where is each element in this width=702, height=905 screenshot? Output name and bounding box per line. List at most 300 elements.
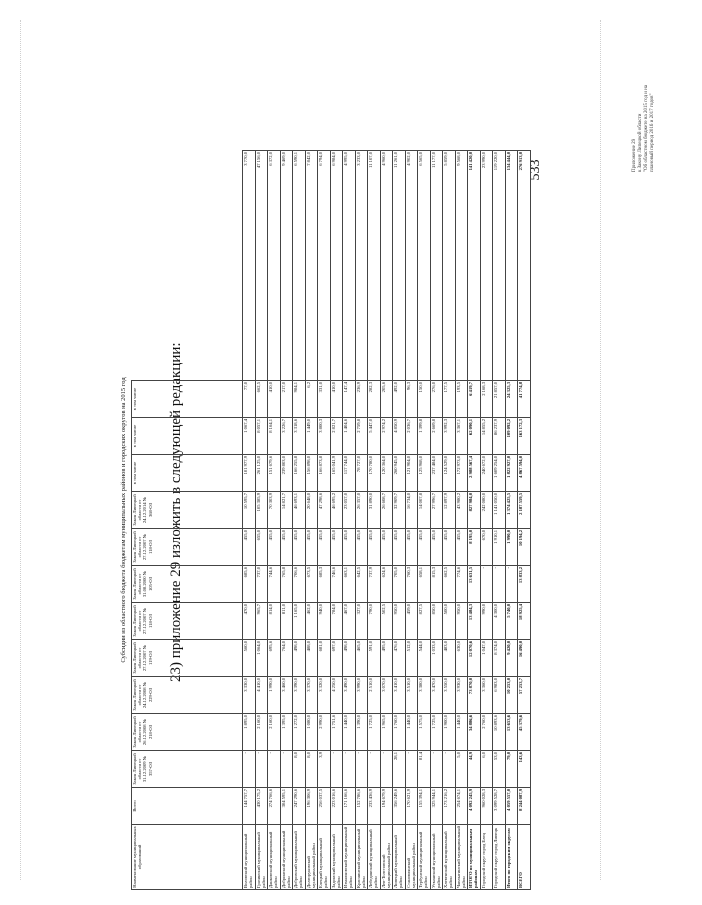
subsidy-value: 236,9 (355, 381, 368, 418)
subsidy-value: 6 590,1 (293, 151, 306, 381)
municipality-name: Лебедянский муниципальный район (368, 825, 381, 890)
page-number: 533 (528, 159, 543, 181)
subsidy-value: 124 529,0 (443, 455, 456, 492)
column-header: Закон Липецкой области от 27.12.2007 № 118-ОЗ (132, 603, 243, 640)
subsidy-value: 1 609 254,0 (493, 455, 506, 492)
subsidy-value: 166 255,8 (293, 455, 306, 492)
approval-block (632, 12, 702, 172)
subsidy-value: 14 821,7 (280, 492, 293, 529)
subsidy-value: - (343, 751, 356, 788)
subsidy-value: 11 107,0 (368, 151, 381, 381)
municipality-name: Городской округ город Липецк (493, 825, 506, 890)
subsidy-value: 455,0 (418, 529, 431, 566)
municipality-name: Воловский муниципальный район (243, 825, 256, 890)
approval-line: к Закону Липецкой области (638, 113, 643, 172)
municipality-name: Задонский муниципальный район (330, 825, 343, 890)
subsidy-value: 744,6 (268, 566, 281, 603)
subsidy-value: 121 904,0 (405, 455, 418, 492)
subsidy-value: 223 016,6 (330, 788, 343, 825)
table-row (455, 151, 468, 890)
table-row (243, 151, 256, 890)
subsidy-value: 455,0 (355, 529, 368, 566)
subsidy-value: 8 195,0 (468, 529, 481, 566)
subsidy-value: 940,0 (318, 603, 331, 640)
approval-line: Приложение 29 (632, 138, 637, 172)
subsidy-value: 47 298,6 (318, 492, 331, 529)
subsidy-value: 500,0 (443, 603, 456, 640)
subsidy-value: 32 909,7 (393, 492, 406, 529)
subsidy-value: 5 740,0 (505, 603, 518, 640)
municipality-name: Хлевенский муниципальный район (443, 825, 456, 890)
subsidy-value: 3 370,0 (305, 677, 318, 714)
subsidy-value: 193,5 (455, 381, 468, 418)
subsidy-value: 3 320,0 (318, 677, 331, 714)
subsidy-value: 105 385,9 (255, 492, 268, 529)
subsidy-value: - (255, 751, 268, 788)
subsidy-value: 28,1 (393, 751, 406, 788)
subsidy-value: 459,0 (405, 603, 418, 640)
subsidy-value: 410,0 (268, 381, 281, 418)
table-row (255, 151, 268, 890)
subsidy-value: 24 325,3 (505, 381, 518, 418)
table-row (380, 151, 393, 890)
table-row (505, 151, 518, 890)
approval-line: "Об областном бюджете на 2015 год и на (644, 84, 649, 172)
municipality-name: Елецкий муниципальный район (318, 825, 331, 890)
subsidy-value: 2 990,0 (318, 714, 331, 751)
subsidy-value: 239 803,0 (280, 455, 293, 492)
subsidy-value: 470,0 (243, 603, 256, 640)
subsidy-value: 455,0 (380, 529, 393, 566)
subsidy-value: 78 727,0 (355, 455, 368, 492)
subsidy-value: 73 870,0 (468, 677, 481, 714)
subsidy-value: 685,3 (318, 566, 331, 603)
subsidy-value: 70 303,9 (268, 492, 281, 529)
subsidy-value: 13 833,2 (518, 566, 531, 603)
subsidy-value: 247 290,6 (293, 788, 306, 825)
municipality-name: Тербунский муниципальный район (418, 825, 431, 890)
subsidy-value: 4 850,9 (393, 418, 406, 455)
column-header: Закон Липецкой области от 27.12.2007 № 119-ОЗ (132, 640, 243, 677)
subsidy-value: 23 057,0 (343, 492, 356, 529)
subsidy-value: 2 760,0 (480, 714, 493, 751)
subsidy-value: 455,0 (268, 529, 281, 566)
subsidy-value: 163 172,3 (518, 418, 531, 455)
subsidy-value: 45 379,6 (518, 714, 531, 751)
subsidy-value: 455,0 (243, 529, 256, 566)
subsidy-value: 150,0 (418, 381, 431, 418)
subsidy-value: 662,5 (443, 566, 456, 603)
subsidy-value: 624,6 (380, 566, 393, 603)
subsidy-value: 685,6 (243, 566, 256, 603)
subsidy-value: 2 759,8 (355, 418, 368, 455)
subsidy-value: 4 902,0 (405, 151, 418, 381)
subsidy-value: 141 420,0 (468, 151, 481, 381)
subsidy-value: 3 070,0 (380, 677, 393, 714)
subsidy-value: 21 857,0 (493, 381, 506, 418)
subsidy-value: - (368, 751, 381, 788)
subsidy-value: 850,0 (430, 603, 443, 640)
subsidy-value: 356 249,6 (393, 788, 406, 825)
amendment-heading: 23) приложение 29 изложить в следующей редакции: (168, 342, 184, 682)
municipality-name: Итого по городским округам (505, 825, 518, 890)
subsidy-value: 6,2 (305, 381, 318, 418)
subsidy-value: 774,6 (455, 566, 468, 603)
subsidy-value: 276 913,0 (518, 151, 531, 381)
subsidy-value: 455,0 (280, 529, 293, 566)
subsidy-value: 256 037,5 (318, 788, 331, 825)
subsidy-value: 8,0 (293, 751, 306, 788)
subsidy-value: 790,0 (368, 603, 381, 640)
subsidy-value: 3 380,0 (418, 677, 431, 714)
subsidy-value: 784,0 (330, 603, 343, 640)
table-title: Субсидии из областного бюджета бюджетам муниципальных районов и городских округов на 2015 год (120, 377, 127, 663)
subsidy-value: 2 160,0 (268, 714, 281, 751)
subsidy-value: 560,0 (243, 640, 256, 677)
subsidy-value: 4 092 245,9 (468, 788, 481, 825)
subsidy-value: 3 367,1 (455, 418, 468, 455)
subsidy-value: 990,0 (480, 603, 493, 640)
subsidy-value: 177,5 (443, 381, 456, 418)
subsidy-value: 1 822 927,0 (505, 455, 518, 492)
subsidy-value: 462,0 (305, 603, 318, 640)
subsidy-value: 4 867 594,0 (518, 455, 531, 492)
subsidy-value: - (480, 566, 493, 603)
subsidy-value: 217,0 (280, 381, 293, 418)
subsidy-value: 4 059 557,0 (505, 788, 518, 825)
subsidy-value: 173 216,2 (443, 788, 456, 825)
subsidy-value: 3 992,3 (443, 418, 456, 455)
subsidy-value: 6,0 (480, 751, 493, 788)
table-row (480, 151, 493, 890)
subsidy-value: 3 233,0 (355, 151, 368, 381)
subsidy-value: 155 394,1 (418, 788, 431, 825)
table-row (418, 151, 431, 890)
table-row (343, 151, 356, 890)
subsidy-value: 8,0 (305, 751, 318, 788)
subsidy-value: 170 780,0 (368, 455, 381, 492)
subsidy-value: 47 156,0 (255, 151, 268, 381)
subsidy-value: 4 410,0 (255, 677, 268, 714)
subsidy-value: 1 895,0 (243, 714, 256, 751)
column-header: Закон Липецкой области от 24.12.2014 № 368-ОЗ (132, 492, 243, 529)
table-row (293, 151, 306, 890)
subsidy-value: 20 648,0 (305, 492, 318, 529)
subsidy-value: 9 420,0 (505, 640, 518, 677)
subsidy-value: 156 898,0 (305, 455, 318, 492)
subsidy-value: 498,0 (293, 640, 306, 677)
table-body (243, 151, 531, 890)
subsidy-value: 811,0 (280, 603, 293, 640)
subsidy-value: 1 449,0 (305, 418, 318, 455)
subsidy-value: 655,0 (255, 529, 268, 566)
subsidy-value: 483,0 (443, 640, 456, 677)
subsidy-value: 455,0 (318, 529, 331, 566)
subsidy-value: 1 399,8 (418, 418, 431, 455)
subsidy-value: 455,0 (305, 529, 318, 566)
subsidy-value: 57 253,7 (518, 677, 531, 714)
subsidy-value: 3 510,0 (405, 677, 418, 714)
table-row (280, 151, 293, 890)
subsidy-value: 14 855,2 (480, 418, 493, 455)
subsidy-value: 455,0 (343, 529, 356, 566)
subsidy-value: 27 996,7 (430, 492, 443, 529)
subsidy-value: 1 404,6 (343, 418, 356, 455)
subsidy-value: 1 725,0 (430, 714, 443, 751)
subsidy-value: 5,0 (455, 751, 468, 788)
subsidy-value: 3 318,6 (293, 418, 306, 455)
subsidy-value: 119 220,0 (493, 151, 506, 381)
subsidy-value: 170 621,9 (405, 788, 418, 825)
subsidy-value: 495,0 (380, 640, 393, 677)
municipality-name: Данковский муниципальный район (268, 825, 281, 890)
subsidy-value: 41 774,8 (518, 381, 531, 418)
subsidy-value: 151 679,6 (268, 455, 281, 492)
subsidy-value: 502,5 (380, 603, 393, 640)
subsidy-value: 3 390,0 (293, 677, 306, 714)
subsidy-value: 34 886,6 (468, 714, 481, 751)
subsidy-value: 2 168,3 (480, 381, 493, 418)
subsidy-value: 2 187 559,5 (518, 492, 531, 529)
subsidy-value: 1 990,0 (268, 677, 281, 714)
subsidy-value: 950,0 (455, 603, 468, 640)
subsidy-value: 455,0 (443, 529, 456, 566)
subsidy-value: 1 047,0 (480, 640, 493, 677)
subsidy-value: 77,0 (243, 381, 256, 418)
municipality-name: Краснинский муниципальный район (355, 825, 368, 890)
municipality-name: Становлянский муниципальный район (405, 825, 418, 890)
subsidy-value: 410,0 (330, 381, 343, 418)
column-header: в том числе (132, 455, 243, 492)
subsidy-value: 304 595,1 (280, 788, 293, 825)
subsidy-value: 6 984,0 (330, 151, 343, 381)
subsidy-value: 23 990,0 (480, 151, 493, 381)
subsidy-value: 9 568,0 (455, 151, 468, 381)
subsidy-value: 1 910,1 (493, 529, 506, 566)
subsidy-value: 697,0 (330, 640, 343, 677)
subsidy-value: 11 177,0 (430, 151, 443, 381)
subsidy-value: 4 960,0 (380, 151, 393, 381)
subsidy-value: 455,0 (293, 529, 306, 566)
subsidy-value: 984,1 (293, 381, 306, 418)
subsidy-value: 1 900,0 (443, 714, 456, 751)
subsidy-value: 144 757,7 (243, 788, 256, 825)
subsidy-value: 254 674,1 (455, 788, 468, 825)
subsidy-value: 8 164,1 (268, 418, 281, 455)
subsidy-value: 1 165,0 (293, 603, 306, 640)
subsidy-value: 6 372,0 (268, 151, 281, 381)
subsidy-value: - (430, 751, 443, 788)
subsidy-value: 6 794,0 (318, 151, 331, 381)
municipality-name: Лев-Толстовский муниципальный район (380, 825, 393, 890)
subsidy-value: 467,0 (343, 603, 356, 640)
subsidy-value: 705,0 (393, 566, 406, 603)
subsidy-value: 695,6 (268, 640, 281, 677)
subsidy-value: - (443, 751, 456, 788)
subsidy-value: 1 067,4 (243, 418, 256, 455)
subsidy-value: 10 893,6 (493, 714, 506, 751)
page-edge-line (20, 20, 22, 880)
subsidy-value: 1 990,0 (505, 529, 518, 566)
subsidy-value: - (330, 751, 343, 788)
subsidy-value: 737,9 (368, 566, 381, 603)
subsidy-value: 476,0 (393, 640, 406, 677)
municipality-name: Грязинский муниципальный район (255, 825, 268, 890)
subsidy-value: 2 988 567,4 (468, 455, 481, 492)
subsidy-value: 3 226,7 (280, 418, 293, 455)
subsidy-value: 10 253,0 (505, 677, 518, 714)
subsidy-value: - (380, 751, 393, 788)
subsidy-value: 827 984,0 (468, 492, 481, 529)
subsidy-value: 737,0 (255, 566, 268, 603)
subsidy-value: 1 395,0 (280, 714, 293, 751)
subsidy-value: 260 945,0 (393, 455, 406, 492)
subsidy-value: 4 300,0 (493, 603, 506, 640)
subsidy-value: 6 565,0 (418, 151, 431, 381)
subsidy-value: 6 419,7 (468, 381, 481, 418)
subsidy-value: 194 679,9 (380, 788, 393, 825)
table-row (305, 151, 318, 890)
subsidy-value: 673,5 (305, 566, 318, 603)
subsidy-value: 3 550,0 (443, 677, 456, 714)
subsidy-value: 18 925,4 (518, 603, 531, 640)
subsidy-value: 1 272,0 (293, 714, 306, 751)
subsidy-value: - (355, 751, 368, 788)
subsidy-value: - (405, 751, 418, 788)
subsidy-value: 455,0 (393, 529, 406, 566)
subsidy-value: 1 440,0 (405, 714, 418, 751)
table-row (430, 151, 443, 890)
subsidy-value: 7 842,0 (305, 151, 318, 381)
subsidy-value: 950,0 (393, 603, 406, 640)
subsidy-value: 120 364,0 (380, 455, 393, 492)
subsidy-value: 240 672,0 (480, 455, 493, 492)
subsidy-value: 16 734,0 (405, 492, 418, 529)
subsidy-value: 14 007,8 (418, 492, 431, 529)
subsidy-value: 1 760,0 (393, 714, 406, 751)
subsidy-value: - (493, 566, 506, 603)
subsidy-value: 2 160,0 (255, 714, 268, 751)
subsidy-value: - (243, 751, 256, 788)
column-header: Закон Липецкой области от 27.12.2007 № 118-ОЗ (132, 529, 243, 566)
subsidy-value: 1 080,0 (305, 714, 318, 751)
table-row (318, 151, 331, 890)
subsidy-value: 8 374,0 (493, 640, 506, 677)
subsidy-value: 171 166,6 (343, 788, 356, 825)
subsidy-value: 663,1 (343, 566, 356, 603)
table-row (468, 151, 481, 890)
municipality-name: ИТОГО по муниципальным районам (468, 825, 481, 890)
table-row (405, 151, 418, 890)
subsidy-value: 26 608,7 (380, 492, 393, 529)
subsidy-value: 134 444,0 (505, 151, 518, 381)
subsidy-value: 1 033,0 (430, 640, 443, 677)
subsidy-value: 109 092,2 (505, 418, 518, 455)
subsidy-value: 455,0 (405, 529, 418, 566)
subsidy-value: 325 944,1 (430, 788, 443, 825)
subsidy-value: - (280, 751, 293, 788)
subsidy-value: 237 484,0 (430, 455, 443, 492)
column-header: Наименование муниципальных образований (132, 825, 243, 890)
subsidy-value: 327,0 (355, 603, 368, 640)
subsidy-value: 746,6 (330, 566, 343, 603)
subsidy-value: 10 595,7 (243, 492, 256, 529)
subsidy-value: - (268, 751, 281, 788)
subsidy-value: 1 440,0 (455, 714, 468, 751)
subsidy-value: 465,0 (355, 640, 368, 677)
subsidy-value: 1 751,6 (330, 714, 343, 751)
subsidy-value: 681,0 (318, 640, 331, 677)
subsidy-value: 43 980,2 (455, 492, 468, 529)
subsidy-value: 13 631,5 (468, 566, 481, 603)
subsidy-value: 331,0 (318, 381, 331, 418)
subsidy-value: 4 995,0 (343, 151, 356, 381)
subsidy-value: 827,5 (418, 603, 431, 640)
subsidy-value: 53,0 (493, 751, 506, 788)
municipality-name: Долгоруковский муниципальный район (305, 825, 318, 890)
column-header: Закон Липецкой области от 24.12.2008 № 229-ОЗ (132, 677, 243, 714)
subsidy-value: 205,6 (380, 381, 393, 418)
subsidy-value: 498,0 (343, 640, 356, 677)
subsidy-value: 3 099 528,7 (493, 788, 506, 825)
table-row (330, 151, 343, 890)
subsidy-value: 44,9 (468, 751, 481, 788)
subsidy-value: 274 766,6 (268, 788, 281, 825)
column-header: в том числе (132, 418, 243, 455)
subsidy-value: 455,0 (368, 529, 381, 566)
subsidy-value: 13 484,3 (468, 603, 481, 640)
subsidy-value: 544,0 (418, 640, 431, 677)
subsidy-value: 12 070,6 (468, 640, 481, 677)
subsidy-value: 2 510,0 (368, 677, 381, 714)
subsidy-value: 3 330,0 (243, 677, 256, 714)
municipality-name: Липецкий муниципальный район (393, 825, 406, 890)
column-header: Закон Липецкой области от 31.08.2000 № 105-ОЗ (132, 566, 243, 603)
table-row (355, 151, 368, 890)
subsidy-value: 79,0 (505, 751, 518, 788)
subsidy-value: 233 436,9 (368, 788, 381, 825)
subsidy-value: 765,8 (280, 566, 293, 603)
subsidy-value: 125 968,0 (418, 455, 431, 492)
subsidy-value: 815,3 (430, 566, 443, 603)
table-header-row (132, 151, 243, 890)
subsidy-value: 965,7 (255, 603, 268, 640)
subsidy-value: 4 250,0 (330, 677, 343, 714)
subsidy-value: 282,3 (368, 381, 381, 418)
subsidy-value: 152 786,6 (355, 788, 368, 825)
subsidy-value: 2 036,7 (405, 418, 418, 455)
subsidy-value: 261 125,0 (255, 455, 268, 492)
subsidy-value: 2 669,8 (430, 418, 443, 455)
subsidy-value: 101 977,9 (243, 455, 256, 492)
subsidy-value: 706,6 (293, 566, 306, 603)
subsidy-value: 3 770,0 (243, 151, 256, 381)
subsidy-value: 1 725,0 (368, 714, 381, 751)
municipality-name: Усманский муниципальный район (430, 825, 443, 890)
subsidy-value: 62 090,1 (468, 418, 481, 455)
table-row (268, 151, 281, 890)
subsidy-value: 2 974,2 (380, 418, 393, 455)
subsidy-value: 492,0 (393, 381, 406, 418)
table-row (368, 151, 381, 890)
subsidy-value: 8 057,1 (255, 418, 268, 455)
subsidy-value: 3 410,0 (393, 677, 406, 714)
subsidy-value: 166 873,8 (318, 455, 331, 492)
subsidy-value: 814,0 (268, 603, 281, 640)
subsidy-value: 10 194,2 (518, 529, 531, 566)
municipality-name: Чаплыгинский муниципальный район (455, 826, 466, 888)
subsidy-value: 591,0 (368, 640, 381, 677)
